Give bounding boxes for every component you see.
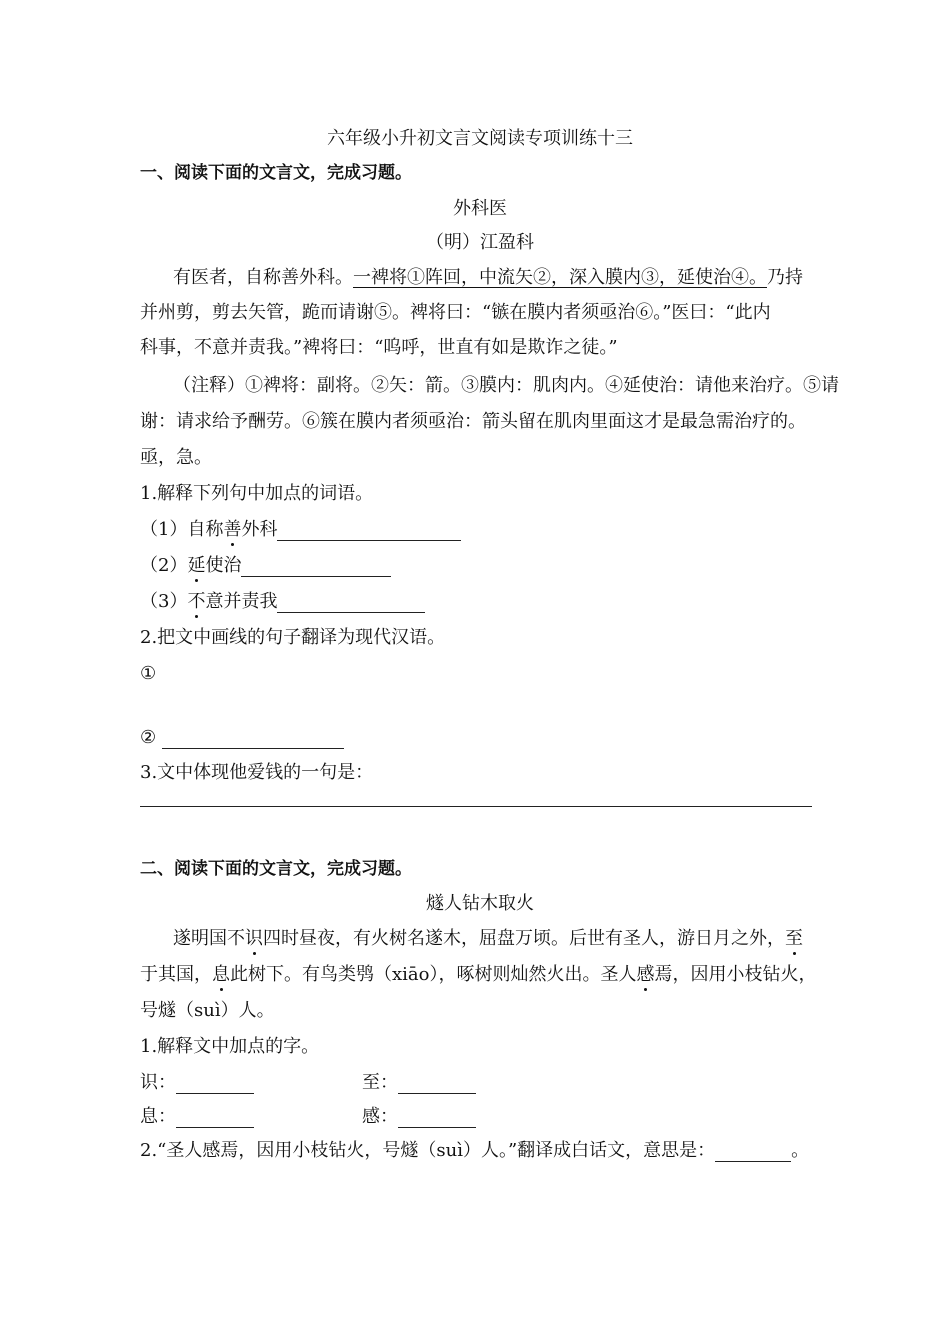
worksheet-page: 六年级小升初文言文阅读专项训练十三 一、阅读下面的文言文，完成习题。 外科医 （明）江盈科 有医者，自称善外科。一裨将①阵回，中流矢②，深入膜内③，延使治④。乃持 并州剪，剪去矢管，跪而请谢⑤。裨将曰：“镞在膜内者须亟治⑥。”医曰：“此内 科事，不意并责我。”裨将曰：“呜呼，世直有如是欺诈之徒。” （注释）①裨将：副将。②矢：箭。③膜内：肌肉内。④延使治：请他来治疗。⑤请 谢：请求给予酬劳。⑥簇在膜内者须亟治：箭头留在肌肉里面这才是最急需治疗的。 亟，急。 1.解释下列句中加点的词语。 （1）自称善外科 （2）延使治 （3）不意并责我 2.把文中画线的句子翻译为现代汉语。 ① ② 3.文中体现他爱钱的一句是： 二、阅读下面的文言文，完成习题。 燧人钻木取火 遂明国不识四时昼夜，有火树名遂木，屈盘万顷。后世有圣人，游日月之外，至 于其国，息此树下。有鸟类鸮（xiāo），啄树则灿然火出。圣人感焉，因用小枝钻火， 号燧（suì）人。 1.解释文中加点的字。 识： 至： 息： 感： 2.“圣人感焉，因用小枝钻火，号燧（suì）人。”翻译成白话文，意思是： 。 (140, 128, 839, 1161)
answer-blank[interactable] (398, 1111, 476, 1128)
passage1-line-1: 有医者，自称善外科。一裨将①阵回，中流矢②，深入膜内③，延使治④。乃持 (173, 267, 803, 288)
passage1-title: 外科医 (453, 198, 507, 219)
dotted-char: 不 (187, 591, 206, 612)
notes-line-2: 谢：请求给予酬劳。⑥簇在膜内者须亟治：箭头留在肌肉里面这才是最急需治疗的。 (140, 411, 806, 432)
answer-blank[interactable] (176, 1077, 254, 1094)
question-2-1: 1.解释文中加点的字。 (140, 1036, 320, 1057)
answer-blank[interactable] (241, 560, 391, 577)
dotted-char: 息 (212, 964, 230, 985)
passage1-line-2: 并州剪，剪去矢管，跪而请谢⑤。裨将曰：“镞在膜内者须亟治⑥。”医曰：“此内 (140, 302, 771, 323)
notes-line-1: （注释）①裨将：副将。②矢：箭。③膜内：肌肉内。④延使治：请他来治疗。⑤请 (173, 375, 839, 396)
dotted-char: 延 (187, 555, 206, 576)
passage2-line-3: 号燧（suì）人。 (140, 1000, 275, 1021)
page-title: 六年级小升初文言文阅读专项训练十三 (327, 128, 633, 149)
q2-item-2: ② (140, 727, 820, 749)
question-2-2: 2.“圣人感焉，因用小枝钻火，号燧（suì）人。”翻译成白话文，意思是： 。 (140, 1140, 810, 1161)
question-1-2: 2.把文中画线的句子翻译为现代汉语。 (140, 627, 446, 648)
passage2-line-2: 于其国，息此树下。有鸟类鸮（xiāo），啄树则灿然火出。圣人感焉，因用小枝钻火， (140, 964, 817, 985)
dotted-char: 感 (636, 964, 655, 985)
q1-item-3: （3）不意并责我 (140, 591, 820, 613)
answer-blank[interactable] (715, 1145, 791, 1162)
dotted-char: 识 (245, 928, 263, 949)
passage2-title: 燧人钻木取火 (426, 893, 534, 914)
q1-item-2: （2）延使治 (140, 555, 820, 577)
passage2-line-1: 遂明国不识四时昼夜，有火树名遂木，屈盘万顷。后世有圣人，游日月之外，至 (173, 928, 803, 949)
answer-blank[interactable] (176, 1111, 254, 1128)
answer-line[interactable] (140, 806, 812, 807)
answer-blank[interactable] (277, 524, 461, 541)
answer-blank[interactable] (162, 732, 344, 749)
notes-line-3: 亟，急。 (140, 447, 212, 468)
section2-heading: 二、阅读下面的文言文，完成习题。 (140, 859, 412, 879)
q2-item-1: ① (140, 663, 157, 684)
question-1-1: 1.解释下列句中加点的词语。 (140, 483, 374, 504)
dotted-char: 善 (223, 519, 242, 540)
dotted-char: 至 (785, 928, 803, 949)
question-1-3: 3.文中体现他爱钱的一句是： (140, 762, 374, 783)
section1-heading: 一、阅读下面的文言文，完成习题。 (140, 163, 412, 183)
passage1-author: （明）江盈科 (426, 232, 534, 253)
underlined-sentence-1: 一裨将①阵回，中流矢②，深入膜内③，延使治④。 (353, 267, 767, 288)
passage1-line-3: 科事，不意并责我。”裨将曰：“呜呼，世直有如是欺诈之徒。” (140, 337, 618, 358)
q1-item-1: （1）自称善外科 (140, 519, 820, 541)
answer-blank[interactable] (398, 1077, 476, 1094)
answer-blank[interactable] (277, 596, 425, 613)
